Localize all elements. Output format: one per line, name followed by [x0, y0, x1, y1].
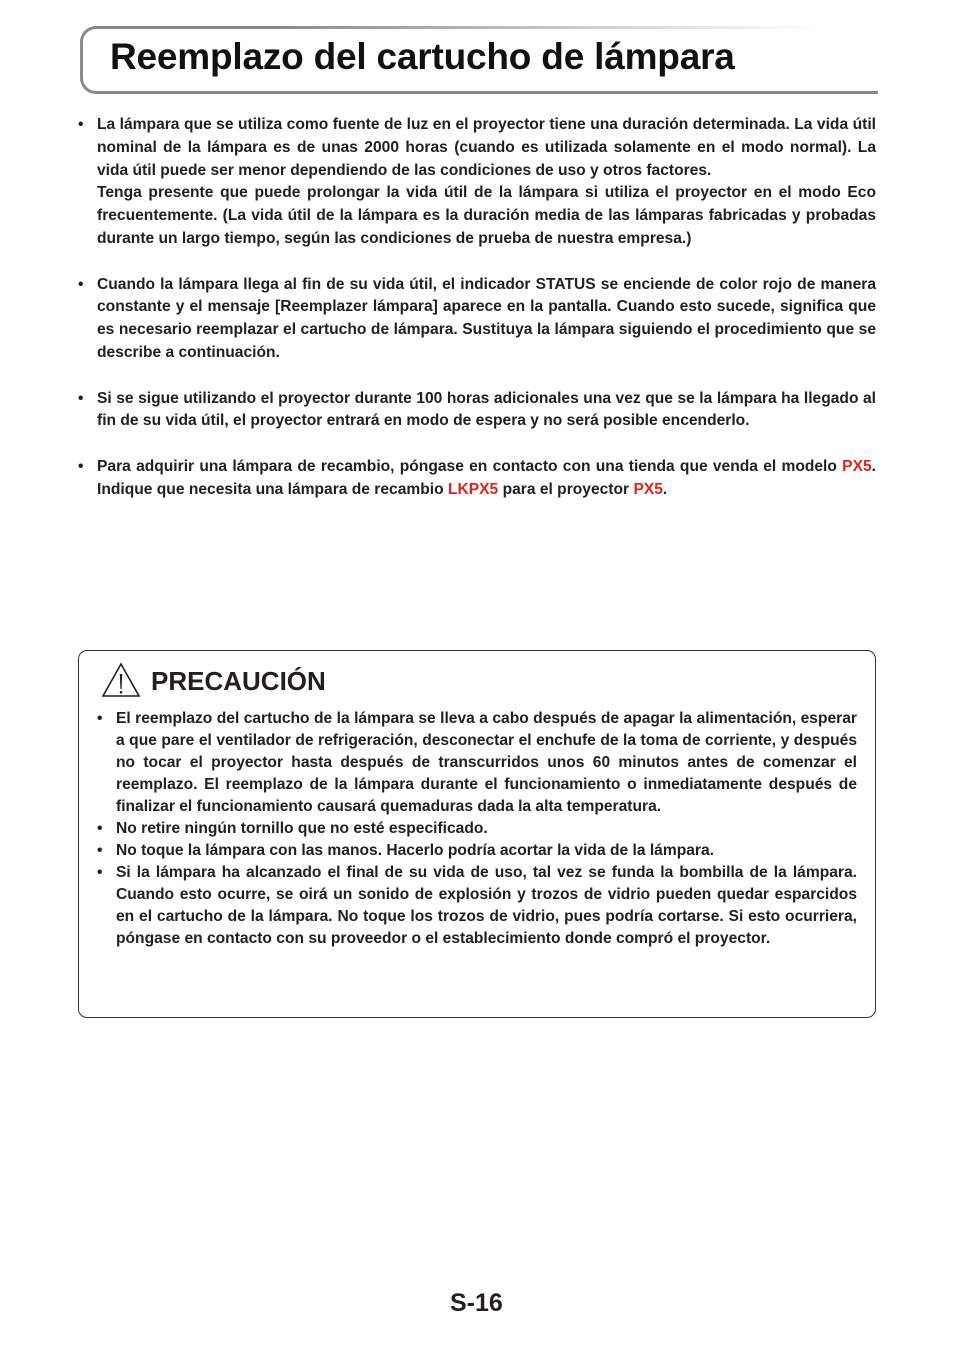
paragraph: Si la lámpara ha alcanzado el final de su vida de uso, tal vez se funda la bombilla de la lámpara. Cuando esto ocurre, se oirá un sonido de explosión y trozos de vidrio pueden quedar esparcidos en el cartucho de la lámpara. No toque los trozos de vidrio, pues podría cortarse. Si esto ocurriera, póngase en contacto con su proveedor o el establecimiento donde compró el proyector. — [116, 864, 857, 947]
list-item — [97, 708, 857, 818]
list-item — [78, 274, 876, 365]
list-item — [78, 456, 876, 502]
list-item — [78, 114, 876, 251]
text-fragment: para el proyector — [498, 480, 634, 498]
bullet-dot: • — [78, 275, 84, 293]
bullet-dot: • — [97, 864, 103, 881]
paragraph: No retire ningún tornillo que no esté especificado. — [116, 820, 488, 837]
model-name: PX5 — [842, 457, 872, 475]
bullet-dot: • — [78, 457, 84, 475]
page-title: Reemplazo del cartucho de lámpara — [110, 36, 735, 77]
bullet-list — [78, 114, 876, 524]
bullet-dot: • — [78, 116, 84, 133]
paragraph: Si se sigue utilizando el proyector durante 100 horas adicionales una vez que se la lámpara ha llegado al fin de su vida útil, el proyector entrará en modo de espera y no será posible encenderlo. — [97, 389, 876, 430]
warning-triangle-icon — [101, 662, 141, 703]
caution-box — [78, 650, 876, 1018]
paragraph: Cuando la lámpara llega al fin de su vida útil, el indicador STATUS se enciende de color rojo de manera constante y el mensaje [Reemplazer lámpara] aparece en la pantalla. Cuando esto sucede, significa que es necesario reemplazar el cartucho de lámpara. Sustituya la lámpara siguiendo el procedimiento que se describe a continuación. — [97, 275, 876, 361]
page-number: S-16 — [450, 1289, 503, 1317]
paragraph: La lámpara que se utiliza como fuente de luz en el proyector tiene una duración determinada. La vida útil nominal de la lámpara es de unas 2000 horas (cuando es utilizada solamente en el modo normal). La vida útil puede ser menor dependiendo de las condiciones de uso y otros factores. — [97, 116, 876, 179]
caution-list — [97, 708, 857, 950]
bullet-dot: • — [97, 842, 103, 859]
list-item — [97, 840, 857, 862]
model-name: PX5 — [633, 480, 663, 498]
bullet-dot: • — [97, 820, 103, 837]
paragraph: El reemplazo del cartucho de la lámpara se lleva a cabo después de apagar la alimentación, esperar a que pare el ventilador de refrigeración, desconectar el enchufe de la toma de corriente, y después no tocar el proyector hasta después de transcurridos unos 60 minutos antes de comenzar el reemplazo. El reemplazo de la lámpara durante el funcionamiento o inmediatamente después de finalizar el funcionamiento causará quemaduras dada la alta temperatura. — [116, 710, 857, 815]
paragraph: No toque la lámpara con las manos. Hacerlo podría acortar la vida de la lámpara. — [116, 842, 714, 859]
lamp-model-name: LKPX5 — [447, 480, 499, 498]
text-fragment: . — [662, 480, 668, 498]
caution-heading: PRECAUCIÓN — [151, 666, 326, 696]
paragraph — [97, 456, 876, 502]
list-item — [97, 818, 857, 840]
bullet-dot: • — [78, 389, 84, 407]
list-item — [78, 388, 876, 434]
bullet-dot: • — [97, 710, 103, 727]
paragraph: Tenga presente que puede prolongar la vida útil de la lámpara si utiliza el proyector en el modo Eco frecuentemente. (La vida útil de la lámpara es la duración media de las lámparas fabricadas y probadas durante un largo tiempo, según las condiciones de prueba de nuestra empresa.) — [97, 184, 876, 247]
text-fragment: . Indique que necesita una lámpara de recambio — [97, 457, 876, 498]
list-item — [97, 862, 857, 950]
text-fragment: Para adquirir una lámpara de recambio, póngase en contacto con una tienda que venda el modelo — [97, 457, 843, 475]
